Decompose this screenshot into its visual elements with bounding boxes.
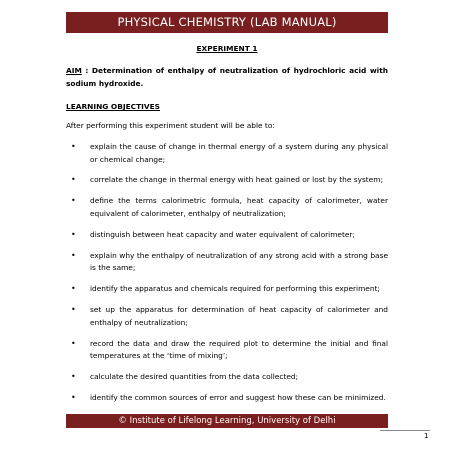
bullet-icon: •: [71, 305, 76, 315]
document-header: [66, 12, 388, 33]
list-item: • record the data and draw the required plot to determine the initial and final temperatures at the ‘time of mixing’;: [71, 338, 388, 361]
list-item: • set up the apparatus for determination of heat capacity of calorimeter and enthalpy of neutralization;: [71, 305, 388, 327]
document-footer: [66, 414, 388, 428]
bullet-icon: •: [71, 338, 76, 348]
list-item: • explain why the enthalpy of neutralization of any strong acid with a strong base is the same;: [71, 250, 388, 273]
bullet-icon: •: [71, 175, 76, 185]
bullet-icon: •: [71, 250, 76, 260]
page-number-rule: [380, 430, 430, 431]
list-item: • distinguish between heat capacity and water equivalent of calorimeter;: [66, 229, 388, 242]
aim-paragraph: [66, 65, 388, 90]
list-item: • identify the common sources of error and suggest how these can be minimized.: [66, 392, 388, 405]
learning-objectives-intro: After performing this experiment student will be able to:: [66, 121, 275, 130]
page-content: [66, 44, 388, 413]
bullet-icon: •: [71, 142, 76, 151]
bullet-icon: •: [71, 229, 76, 239]
bullet-icon: •: [71, 284, 76, 294]
list-item: • explain the cause of change in thermal energy of a system during any physical or chemical change;: [71, 142, 388, 164]
aim-text: : Determination of enthalpy of neutralization of hydrochloric acid with sodium hydroxide.: [66, 66, 388, 88]
list-item: • calculate the desired quantities from the data collected;: [66, 371, 388, 384]
objectives-list: [66, 141, 388, 405]
list-item: • correlate the change in thermal energy with heat gained or lost by the system;: [66, 174, 388, 187]
aim-label: AIM: [66, 66, 82, 75]
footer-text: © Institute of Lifelong Learning, University of Delhi: [118, 416, 336, 426]
bullet-icon: •: [71, 392, 76, 402]
list-item: • identify the apparatus and chemicals required for performing this experiment;: [66, 283, 388, 296]
experiment-title: EXPERIMENT 1: [196, 44, 258, 53]
page-number: 1: [424, 432, 429, 440]
bullet-icon: •: [71, 372, 76, 382]
list-item: • define the terms calorimetric formula, heat capacity of calorimeter, water equivalent of calorimeter, enthalpy of neutralization;: [71, 196, 388, 218]
learning-objectives-heading: LEARNING OBJECTIVES: [66, 102, 160, 111]
header-title: PHYSICAL CHEMISTRY (LAB MANUAL): [117, 15, 337, 29]
bullet-icon: •: [71, 196, 76, 206]
